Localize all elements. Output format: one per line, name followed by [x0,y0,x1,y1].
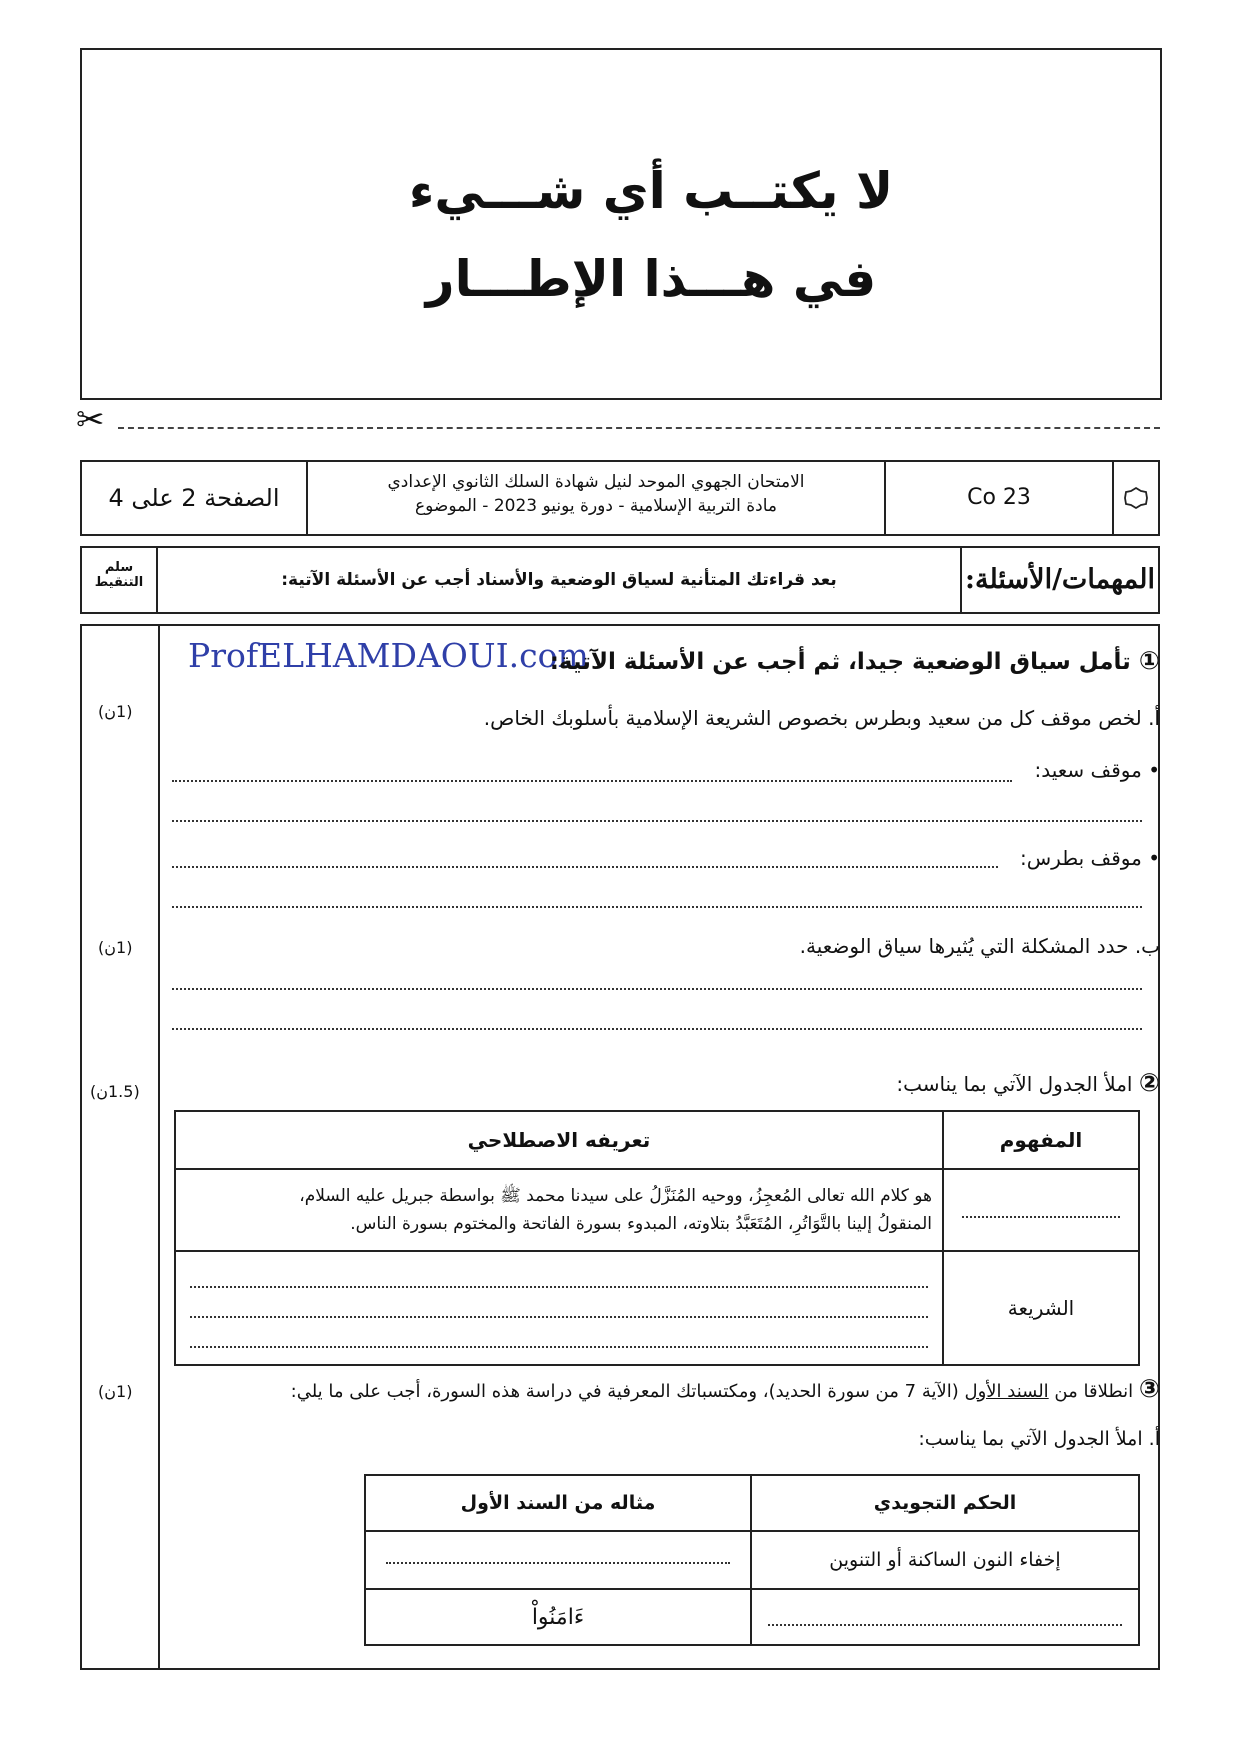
section-bar [80,546,1160,614]
q2-row1-definition-line-2: المنقولُ إلينا بالتَّوَاتُرِ، المُتَعَبَّدُ بتلاوته، المبدوء بسورة الفاتحة والمختوم بسورة الناس. [350,1214,932,1234]
no-write-frame [80,48,1162,400]
section-instruction: بعد قراءتك المتأنية لسياق الوضعية والأسناد أجب عن الأسئلة الآتية: [158,548,962,612]
q1-b-text: ب. حدد المشكلة التي يُثيرها سياق الوضعية. [799,934,1160,958]
page-indicator: الصفحة 2 على 4 [82,462,308,534]
q3-row2-rule-blank[interactable] [751,1589,1139,1645]
site-watermark: ProfELHAMDAOUI.com [188,636,589,675]
q3-title-post: (الآية 7 من سورة الحديد)، ومكتسباتك المعرفية في دراسة هذه السورة، أجب على ما يلي: [290,1381,959,1402]
q3-table [364,1474,1140,1646]
cut-dashed-line [118,427,1160,429]
exam-title [308,462,886,534]
exam-code: Co 23 [886,462,1114,534]
q3-row1-rule: إخفاء النون الساكنة أو التنوين [751,1531,1139,1589]
score-label-1: سلم [104,560,134,575]
q2-row2-definition-blank[interactable] [175,1251,943,1365]
q3-row2-example: ءَامَنُواْ [365,1589,751,1645]
q1-said-label: • موقف سعيد: [1034,758,1160,782]
q1-a-score: (1ن) [98,702,133,721]
no-write-line-1: لا يكتــب أي شـــيء [408,162,894,220]
no-write-line-2: في هـــذا الإطـــار [425,250,877,308]
q1-b-score: (1ن) [98,938,133,957]
score-label-2: التنقيط [94,575,144,590]
q1-said-answer-line-1 [172,780,1012,782]
octagon-star-icon [1114,462,1158,534]
q3-col-example: مثاله من السند الأول [365,1475,751,1531]
q1-b-answer-line-2 [172,1028,1142,1030]
q2-row2-concept: الشريعة [943,1251,1139,1365]
section-title: المهمات/الأسئلة: [965,564,1155,595]
exam-title-line-1: الامتحان الجهوي الموحد لنيل شهادة السلك الثانوي الإعدادي [387,472,805,492]
q2-table [174,1110,1140,1366]
q2-row1-definition-line-1: هو كلام الله تعالى المُعجِزُ، ووحيه المُنَزَّلُ على سيدنا محمد ﷺ بواسطة جبريل عليه السلام، [299,1186,932,1206]
score-column-header [82,548,158,612]
q2-col-definition: تعريفه الاصطلاحي [175,1111,943,1169]
q1-title: تأمل سياق الوضعية جيدا، ثم أجب عن الأسئلة الآتية: [549,649,1131,675]
scissors-icon: ✂ [76,400,105,440]
q3-score: (1ن) [98,1382,133,1401]
q1-botros-label: • موقف بطرس: [1020,846,1160,870]
q3-number: ③ [1138,1374,1160,1403]
q1-botros-answer-line-1 [172,866,998,868]
score-column-divider [158,626,160,1668]
q3-title-pre: انطلاقا من [1054,1381,1134,1402]
q2-heading [896,1068,1160,1097]
q1-heading [550,646,1160,675]
q2-title: املأ الجدول الآتي بما يناسب: [896,1072,1133,1096]
q3-title-link: السند الأول [964,1381,1049,1402]
q2-col-concept: المفهوم [943,1111,1139,1169]
q1-number: ① [1138,646,1160,675]
q1-a-text: أ. لخص موقف كل من سعيد وبطرس بخصوص الشريعة الإسلامية بأسلوبك الخاص. [483,706,1160,730]
q2-score: (1.5ن) [90,1082,140,1101]
q3-row1-example-blank[interactable] [365,1531,751,1589]
q3-heading [291,1374,1160,1403]
q2-row1-concept-blank[interactable] [943,1169,1139,1251]
q3-col-rule: الحكم التجويدي [751,1475,1139,1531]
exam-title-line-2: مادة التربية الإسلامية - دورة يونيو 2023 - الموضوع [414,496,777,516]
q3-a-text: أ. املأ الجدول الآتي بما يناسب: [918,1428,1160,1450]
q1-b-answer-line-1 [172,988,1142,990]
exam-header [80,460,1160,536]
q1-botros-answer-line-2 [172,906,1142,908]
q2-number: ② [1138,1068,1160,1097]
q2-row1-definition [175,1169,943,1251]
q1-said-answer-line-2 [172,820,1142,822]
